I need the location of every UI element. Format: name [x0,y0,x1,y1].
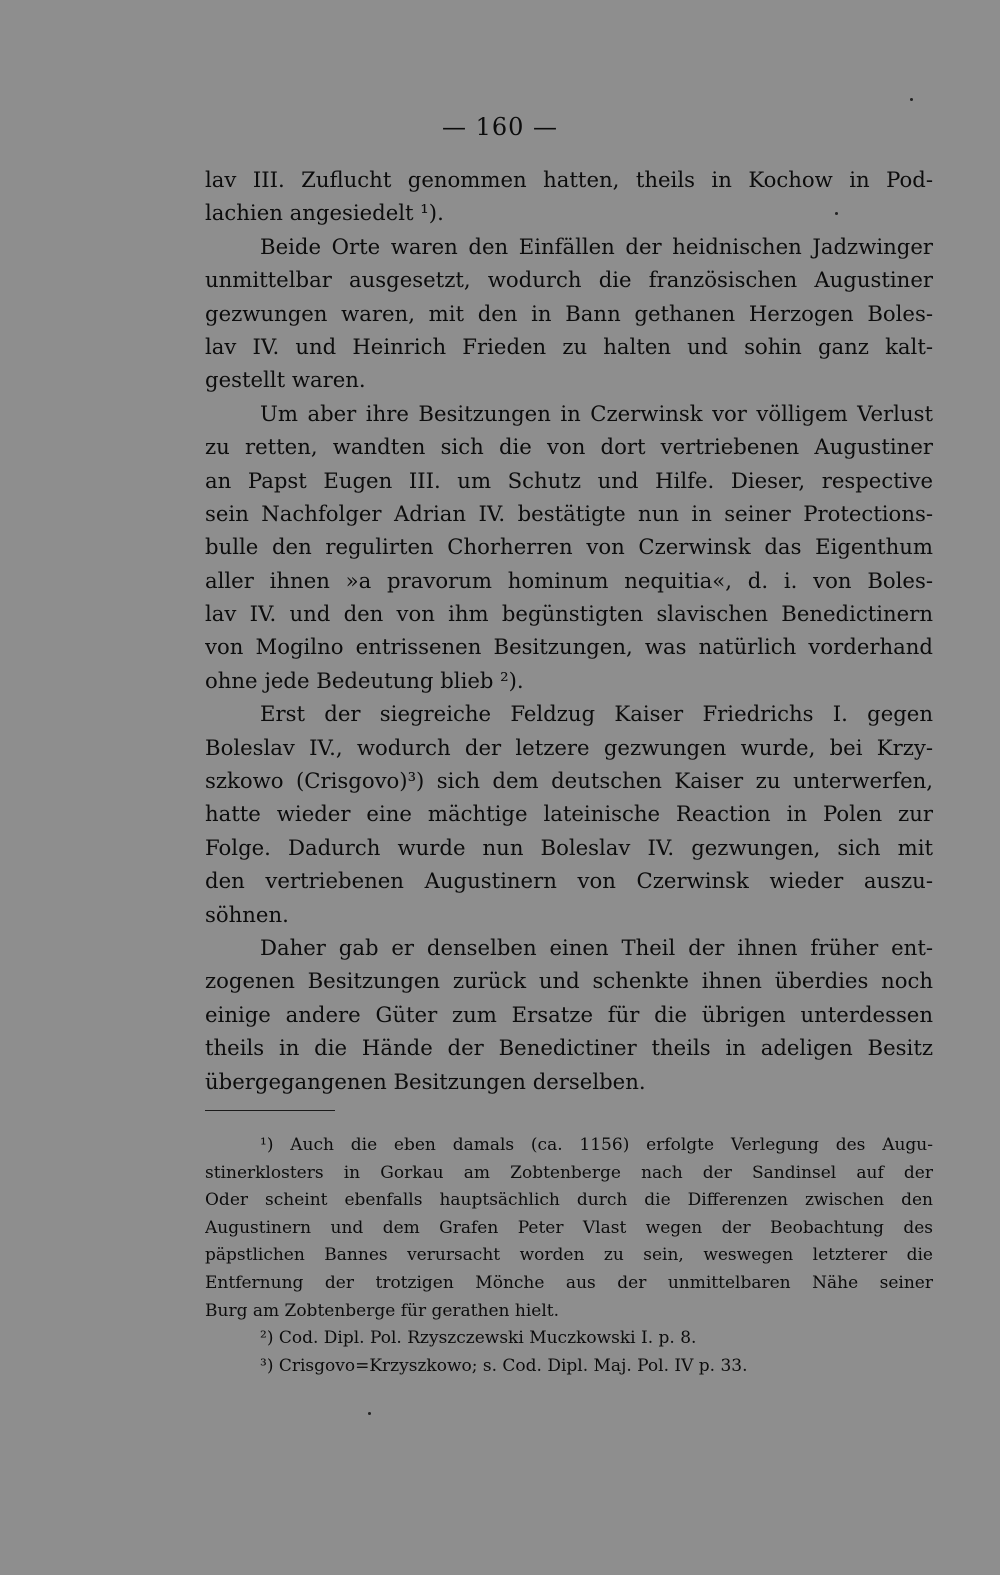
footnote-line: ²) Cod. Dipl. Pol. Rzyszczewski Muczkowski I. p. 8. [260,1328,697,1349]
body-line: übergegangenen Besitzungen derselben. [205,1068,646,1094]
body-line: lav IV. und Heinrich Frieden zu halten und sohin ganz kalt- [205,333,933,359]
footnote-line: Augustinern und dem Grafen Peter Vlast wegen der Beobachtung des [205,1217,933,1238]
footnote-line: Burg am Zobtenberge für gerathen hielt. [205,1300,559,1321]
page-number: — 160 — [441,113,559,141]
body-text [205,163,933,1098]
footnote-line: Oder scheint ebenfalls hauptsächlich durch die Differenzen zwischen den [205,1190,933,1211]
body-line: Um aber ihre Besitzungen in Czerwinsk vor völligem Verlust [260,400,933,426]
body-line: Daher gab er denselben einen Theil der ihnen früher ent- [260,934,933,960]
footnote-line: stinerklosters in Gorkau am Zobtenberge nach der Sandinsel auf der [205,1162,933,1183]
body-line: Folge. Dadurch wurde nun Boleslav IV. gezwungen, sich mit [205,834,933,860]
body-line: unmittelbar ausgesetzt, wodurch die französischen Augustiner [205,267,933,293]
body-line: söhnen. [205,901,289,927]
body-line: Erst der siegreiche Feldzug Kaiser Friedrichs I. gegen [260,701,933,727]
footnotes [205,1132,933,1380]
body-line: szkowo (Crisgovo)³) sich dem deutschen Kaiser zu unterwerfen, [205,768,933,794]
body-line: theils in die Hände der Benedictiner theils in adeligen Besitz [205,1035,933,1061]
footnote-line: Entfernung der trotzigen Mönche aus der unmittelbaren Nähe seiner [205,1272,933,1293]
footnote-separator [205,1110,335,1111]
footnote-line: ³) Crisgovo=Krzyszkowo; s. Cod. Dipl. Maj. Pol. IV p. 33. [260,1355,748,1376]
footnote-line: päpstlichen Bannes verursacht worden zu sein, weswegen letzterer die [205,1245,933,1266]
body-line: gezwungen waren, mit den in Bann gethanen Herzogen Boles- [205,300,933,326]
body-line: an Papst Eugen III. um Schutz und Hilfe. Dieser, respective [205,467,933,493]
body-line: aller ihnen »a pravorum hominum nequitia«, d. i. von Boles- [205,567,933,593]
body-line: zu retten, wandten sich die von dort vertriebenen Augustiner [205,434,933,460]
body-line: zogenen Besitzungen zurück und schenkte ihnen überdies noch [205,968,933,994]
scan-speck [910,98,913,101]
body-line: gestellt waren. [205,367,366,393]
body-line: lachien angesiedelt ¹). [205,200,444,226]
scan-speck [835,212,838,215]
body-line: Boleslav IV., wodurch der letzere gezwungen wurde, bei Krzy- [205,734,933,760]
body-line: hatte wieder eine mächtige lateinische Reaction in Polen zur [205,801,933,827]
body-line: ohne jede Bedeutung blieb ²). [205,667,524,693]
body-line: von Mogilno entrissenen Besitzungen, was natürlich vorderhand [205,634,933,660]
scan-speck [368,1412,371,1415]
body-line: lav III. Zuflucht genommen hatten, theils in Kochow in Pod- [205,167,933,192]
body-line: bulle den regulirten Chorherren von Czerwinsk das Eigenthum [205,534,933,560]
body-line: den vertriebenen Augustinern von Czerwinsk wieder auszu- [205,868,933,894]
body-line: sein Nachfolger Adrian IV. bestätigte nun in seiner Protections- [205,500,933,526]
body-line: einige andere Güter zum Ersatze für die übrigen unterdessen [205,1001,933,1027]
footnote-line: ¹) Auch die eben damals (ca. 1156) erfolgte Verlegung des Augu- [260,1135,933,1155]
body-line: lav IV. und den von ihm begünstigten slavischen Benedictinern [205,601,933,627]
body-line: Beide Orte waren den Einfällen der heidnischen Jadzwinger [260,233,933,259]
